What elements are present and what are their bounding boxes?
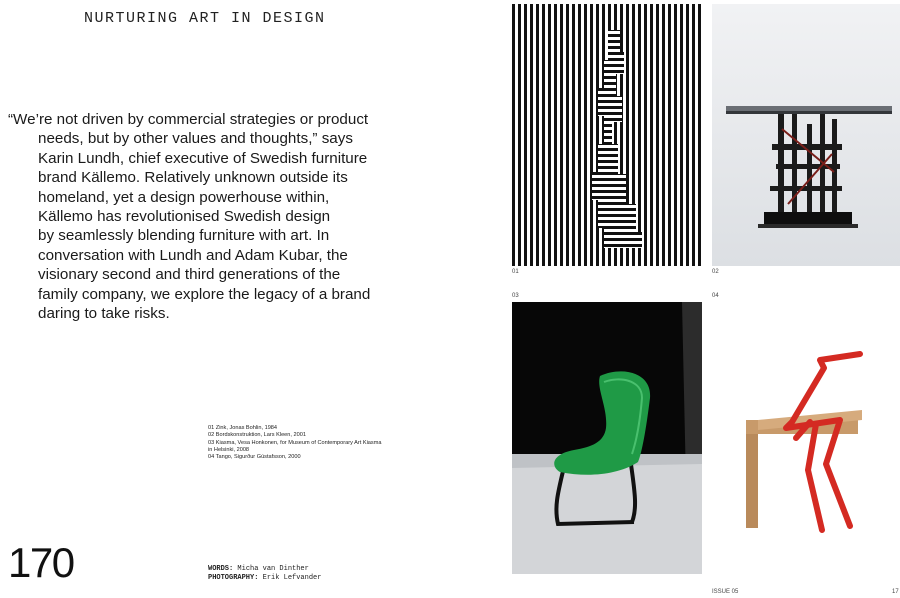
caption-line: 01 Zink, Jonas Bohlin, 1984 — [208, 425, 278, 431]
photographer: Erik Lefvander — [262, 574, 322, 582]
words-author: Micha van Dinther — [237, 565, 309, 573]
caption-line: 04 Tango, Sigurður Gústafsson, 2000 — [208, 454, 301, 461]
quote-line: visionary second and third generations of the — [38, 266, 341, 284]
article-title: NURTURING ART IN DESIGN — [84, 10, 326, 27]
quote-line: homeland, yet a design powerhouse within, — [38, 188, 330, 206]
words-label: WORDS: — [208, 565, 234, 573]
page-number: 170 — [8, 539, 74, 586]
quote-line: family company, we explore the legacy of a brand — [38, 285, 371, 303]
stripe-artwork — [512, 4, 702, 266]
image-kiasma-chair — [512, 302, 702, 574]
image-zink-stripes — [512, 4, 702, 266]
photography-label: PHOTOGRAPHY: — [208, 574, 259, 582]
red-chair-photo — [712, 302, 900, 574]
quote-line: conversation with Lundh and Adam Kubar, the — [38, 246, 348, 264]
intro-quote — [8, 110, 408, 323]
quote-line: needs, but by other values and thoughts,” says — [38, 130, 353, 148]
right-page-number: 17 — [892, 589, 899, 595]
caption-line: 03 Kiasma, Vesa Honkonen, for Museum of Contemporary Art Kiasma — [208, 439, 382, 446]
quote-line: Karin Lundh, chief executive of Swedish furniture — [38, 149, 368, 167]
table-photo — [712, 4, 900, 266]
issue-label: ISSUE 05 — [712, 589, 739, 595]
image-number-04: 04 — [712, 293, 719, 299]
caption-line: in Helsinki, 2008 — [208, 446, 250, 453]
quote-line: “We’re not driven by commercial strategies or product — [8, 111, 369, 128]
green-chair-photo — [512, 302, 702, 574]
image-number-01: 01 — [512, 269, 519, 275]
quote-line: by seamlessly blending furniture with art. In — [38, 227, 330, 245]
image-number-03: 03 — [512, 293, 519, 299]
image-bordskonstruktion-table — [712, 4, 900, 266]
quote-line: brand Källemo. Relatively unknown outside its — [38, 169, 348, 187]
quote-line: daring to take risks. — [38, 305, 170, 323]
credits — [208, 565, 321, 583]
quote-line: Källemo has revolutionised Swedish design — [38, 208, 331, 226]
caption-line: 02 Bordskonstruktion, Lars Kleen, 2001 — [208, 432, 306, 439]
image-number-02: 02 — [712, 269, 719, 275]
image-tango-chair — [712, 302, 900, 574]
image-captions — [208, 425, 382, 461]
